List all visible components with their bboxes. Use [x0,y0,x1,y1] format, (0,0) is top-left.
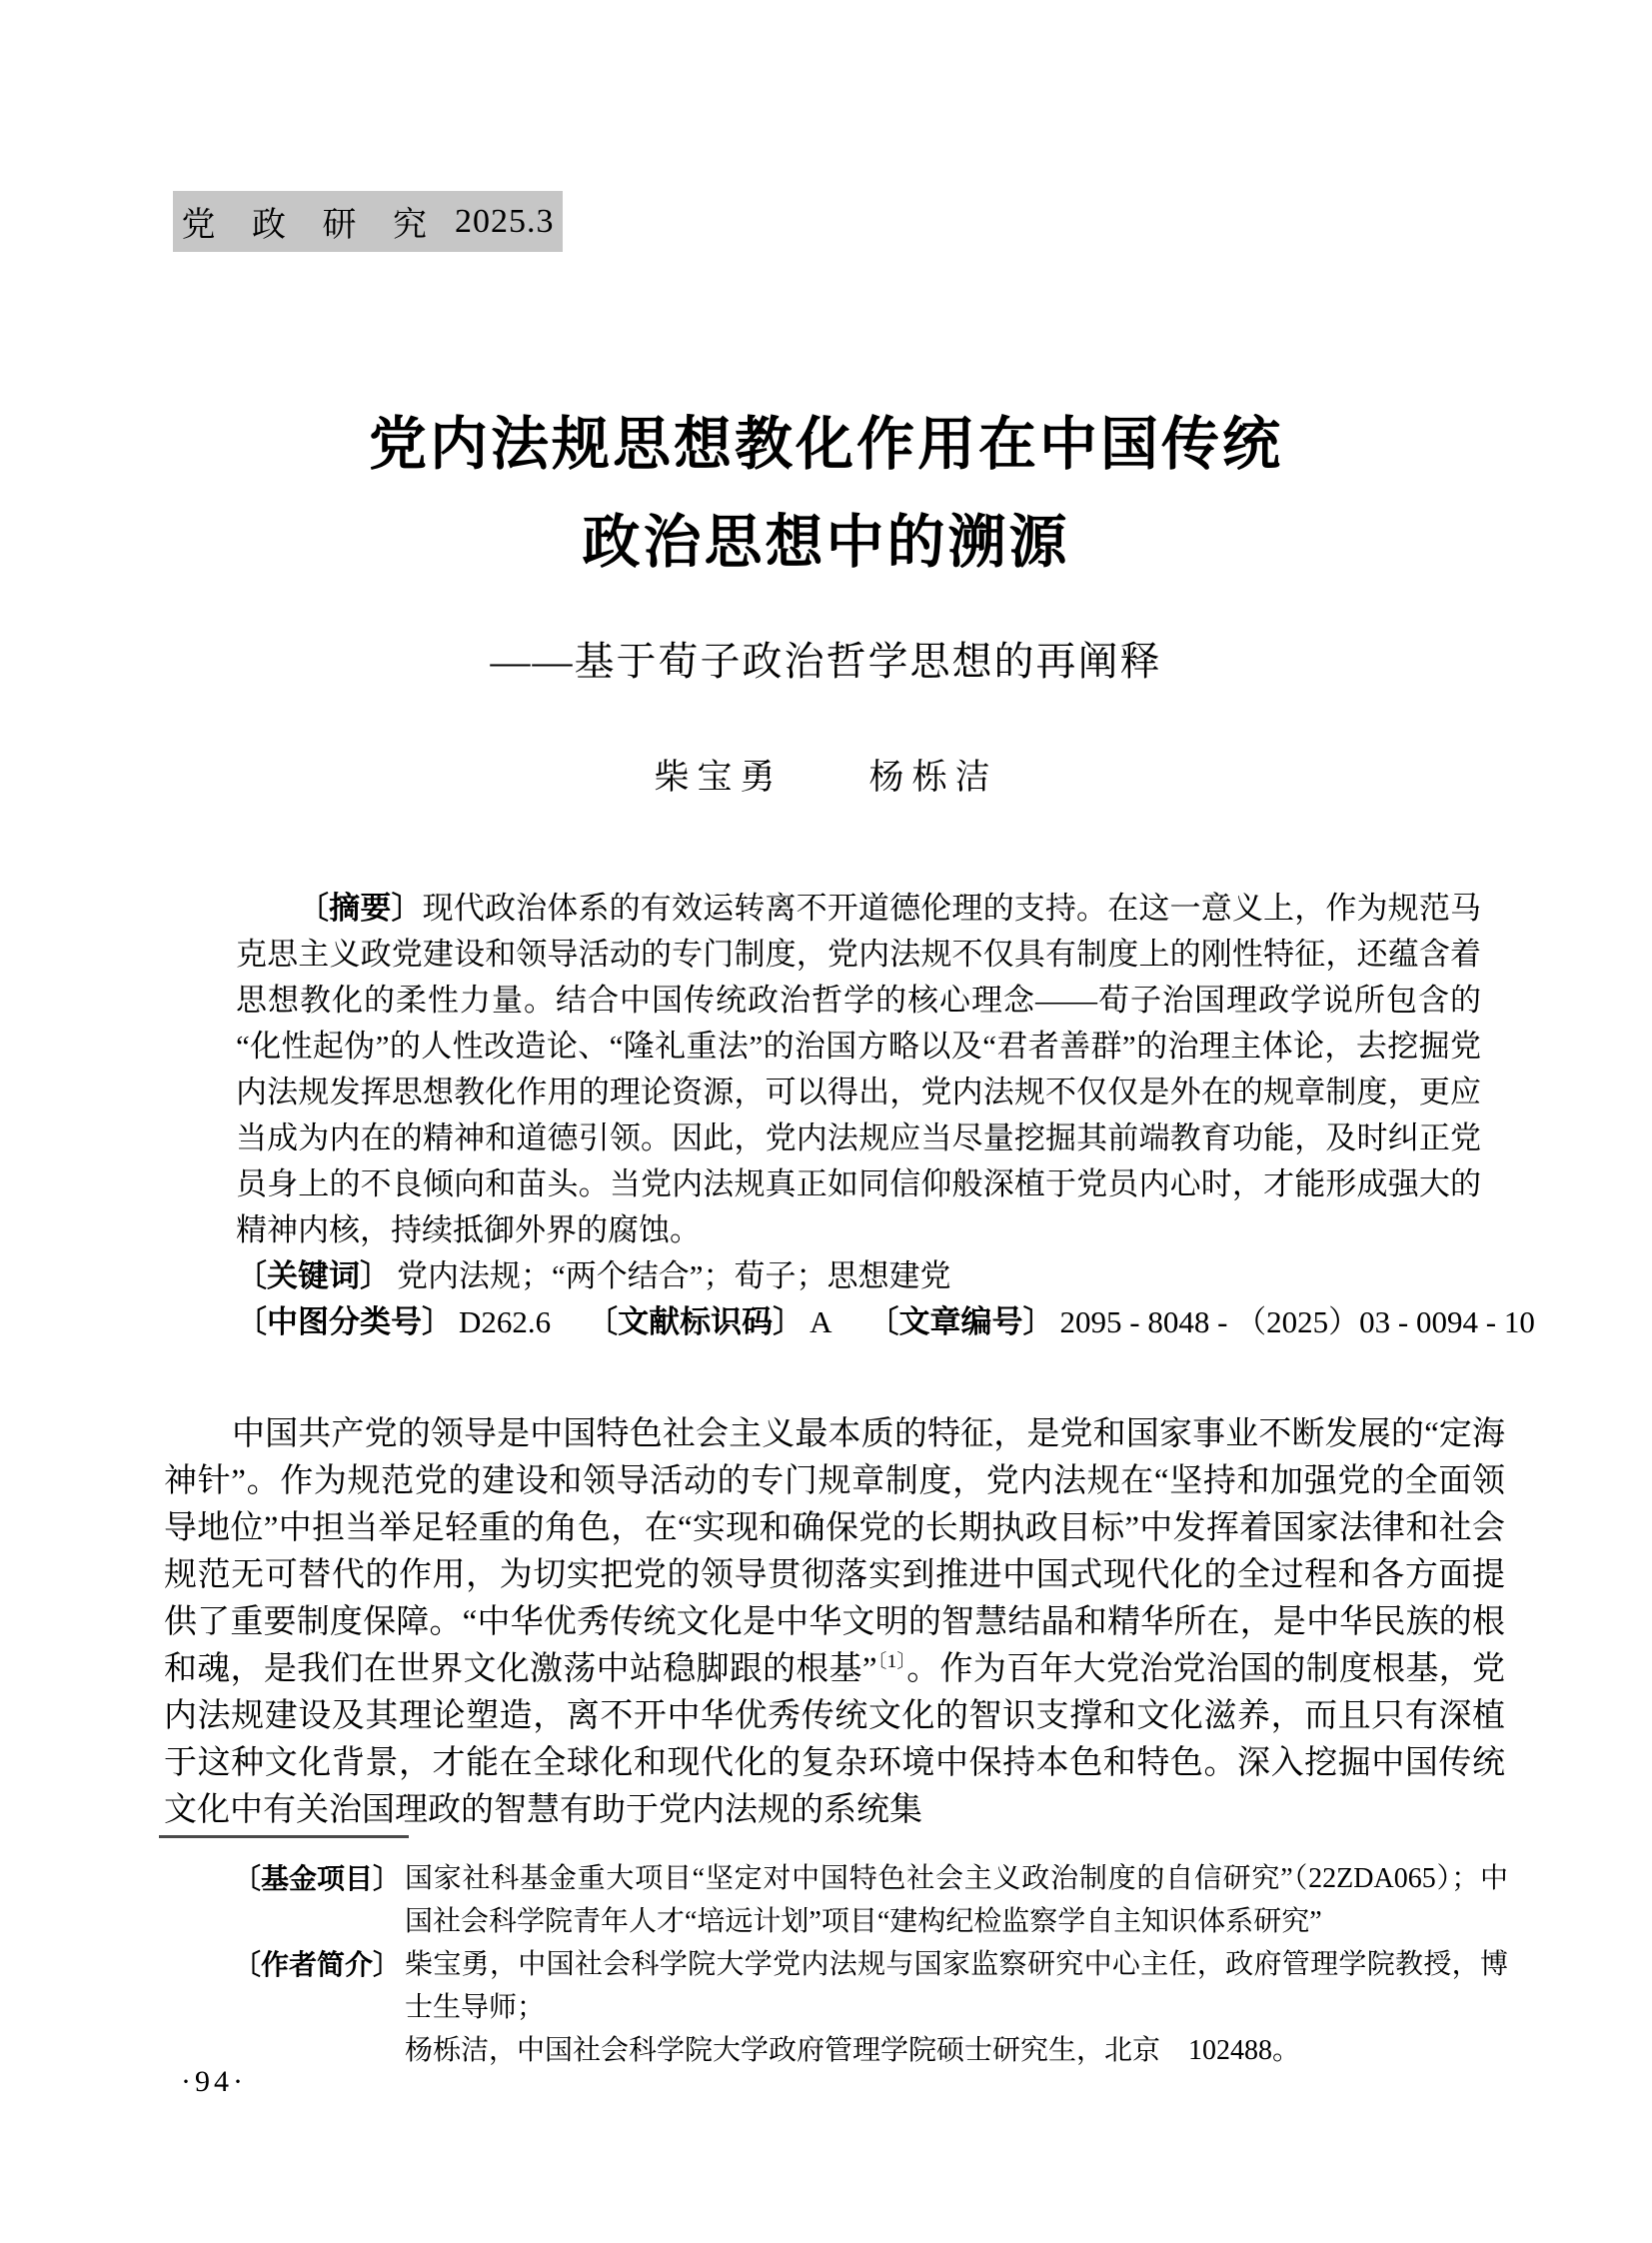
abstract-paragraph [236,886,1481,1253]
doc-code-label: 〔文献标识码〕 [587,1304,805,1339]
author-bio-note [233,1943,1508,2072]
article-title-line1: 党内法规思想教化作用在中国传统 [368,412,1283,477]
article-title [0,396,1652,592]
article-authors: 柴宝勇 杨栎洁 [654,758,998,797]
article-subtitle: ——基于荀子政治哲学思想的再阐释 [490,639,1162,684]
doc-code-value: A [810,1304,832,1339]
clc-label: 〔中图分类号〕 [236,1304,453,1339]
author-bio-line1: 柴宝勇，中国社会科学院大学党内法规与国家监察研究中心主任，政府管理学院教授，博士生导师； [405,1949,1508,2023]
footnotes-block [233,1857,1508,2072]
keywords-line [236,1253,1481,1299]
funding-label: 〔基金项目〕 [233,1863,402,1894]
body-paragraph-text-2: 。作为百年大党治党治国的制度根基，党内法规建设及其理论塑造，离不开中华优秀传统文化的智识支撑和文化滋养，而且只有深植于这种文化背景，才能在全球化和现代化的复杂环境中保持本色和特色。深入挖掘中国传统文化中有关治国理政的智慧有助于党内法规的系统集 [164,1651,1505,1828]
journal-name: 党 政 研 究 [181,207,441,244]
classification-line [236,1299,1535,1345]
article-title-line2: 政治思想中的溯源 [582,510,1070,575]
author-bio-label: 〔作者简介〕 [233,1949,402,1980]
body-paragraph-text-1: 中国共产党的领导是中国特色社会主义最本质的特征，是党和国家事业不断发展的“定海神针”。作为规范党的建设和领导活动的专门规章制度，党内法规在“坚持和加强党的全面领导地位”中担当举足轻重的角色，在“实现和确保党的长期执政目标”中发挥着国家法律和社会规范无可替代的作用，为切实把党的领导贯彻落实到推进中国式现代化的全过程和各方面提供了重要制度保障。“中华优秀传统文化是中华文明的智慧结晶和精华所在，是中华民族的根和魂，是我们在世界文化激荡中站稳脚跟的根基” [164,1416,1505,1687]
abstract-block [236,886,1535,1345]
article-id-label: 〔文章编号〕 [867,1304,1054,1339]
article-id-value: 2095 - 8048 - （2025）03 - 0094 - 10 [1059,1304,1535,1339]
funding-note [233,1857,1508,1943]
keywords-text: 党内法规；“两个结合”；荀子；思想建党 [397,1258,951,1293]
abstract-text: 现代政治体系的有效运转离不开道德伦理的支持。在这一意义上，作为规范马克思主义政党建设和领导活动的专门制度，党内法规不仅具有制度上的刚性特征，还蕴含着思想教化的柔性力量。结合中国传统政治哲学的核心理念——荀子治国理政学说所包含的“化性起伪”的人性改造论、“隆礼重法”的治国方略以及“君者善群”的治理主体论，去挖掘党内法规发挥思想教化作用的理论资源，可以得出，党内法规不仅仅是外在的规章制度，更应当成为内在的精神和道德引领。因此，党内法规应当尽量挖掘其前端教育功能，及时纠正党员身上的不良倾向和苗头。当党内法规真正如同信仰般深植于党员内心时，才能形成强大的精神内核，持续抵御外界的腐蚀。 [236,891,1482,1247]
abstract-label: 〔摘要〕 [298,891,423,926]
funding-text: 国家社科基金重大项目“坚定对中国特色社会主义政治制度的自信研究”（22ZDA065）；中国社会科学院青年人才“培远计划”项目“建构纪检监察学自主知识体系研究” [405,1863,1508,1937]
footnote-reference: 〔1〕 [876,1651,907,1672]
keywords-label: 〔关键词〕 [236,1258,391,1293]
body-paragraph [164,1411,1505,1834]
journal-issue: 2025.3 [455,202,555,240]
clc-value: D262.6 [459,1304,552,1339]
footnote-divider [159,1835,409,1838]
journal-header-badge [173,191,563,252]
author-bio-line2: 杨栎洁，中国社会科学院大学政府管理学院硕士研究生，北京 102488。 [405,2035,1301,2066]
body-text-block [164,1411,1505,1834]
page-number: ·94· [181,2065,247,2098]
